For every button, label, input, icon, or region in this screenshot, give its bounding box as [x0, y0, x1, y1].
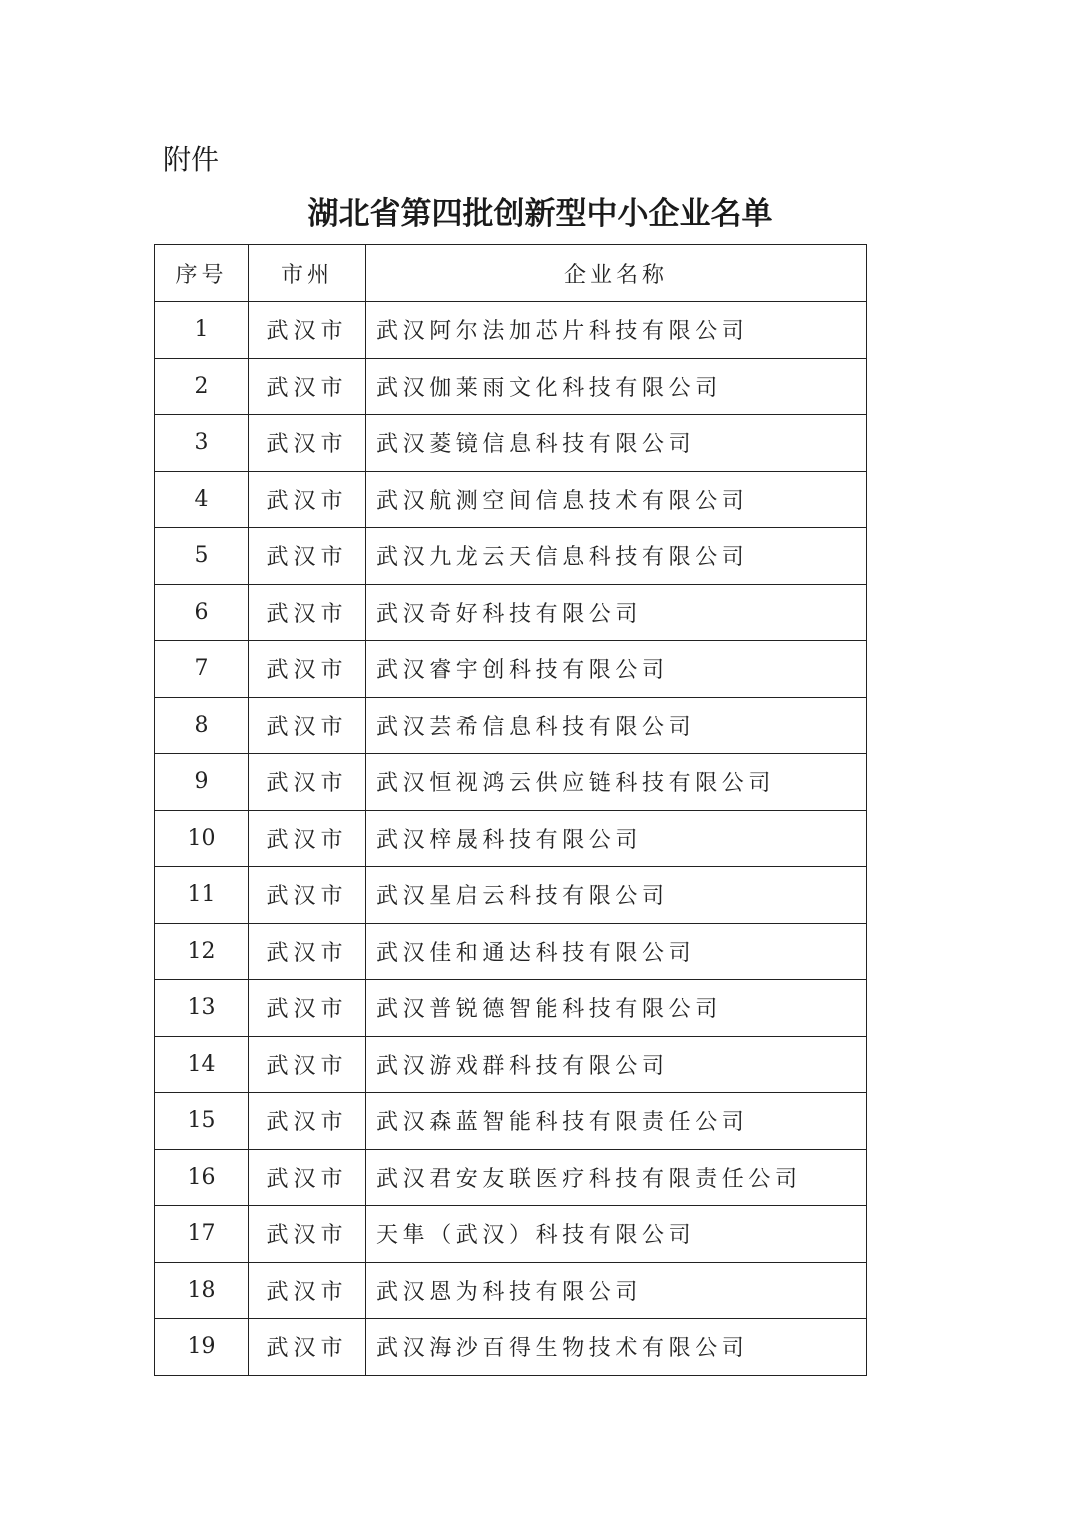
cell-company-name: 武汉普锐德智能科技有限公司: [366, 980, 867, 1037]
cell-company-name: 武汉伽莱雨文化科技有限公司: [366, 358, 867, 415]
table-row: [155, 810, 867, 867]
cell-company-name: 武汉君安友联医疗科技有限责任公司: [366, 1149, 867, 1206]
enterprise-table: [154, 244, 867, 1376]
table-row: [155, 358, 867, 415]
cell-seq: 11: [155, 867, 249, 924]
table-row: [155, 1149, 867, 1206]
table-row: [155, 754, 867, 811]
cell-seq: 12: [155, 923, 249, 980]
cell-seq: 2: [155, 358, 249, 415]
cell-seq: 9: [155, 754, 249, 811]
table-row: [155, 471, 867, 528]
cell-seq: 19: [155, 1319, 249, 1376]
table-body: [155, 302, 867, 1376]
cell-company-name: 武汉森蓝智能科技有限责任公司: [366, 1093, 867, 1150]
cell-seq: 4: [155, 471, 249, 528]
table-row: [155, 1319, 867, 1376]
cell-company-name: 武汉海沙百得生物技术有限公司: [366, 1319, 867, 1376]
cell-seq: 3: [155, 415, 249, 472]
cell-seq: 10: [155, 810, 249, 867]
cell-city: 武汉市: [249, 867, 366, 924]
cell-seq: 6: [155, 584, 249, 641]
cell-company-name: 武汉菱镜信息科技有限公司: [366, 415, 867, 472]
table-row: [155, 697, 867, 754]
table-row: [155, 528, 867, 585]
cell-seq: 7: [155, 641, 249, 698]
table-row: [155, 980, 867, 1037]
cell-city: 武汉市: [249, 1036, 366, 1093]
cell-city: 武汉市: [249, 1319, 366, 1376]
cell-seq: 14: [155, 1036, 249, 1093]
cell-company-name: 武汉航测空间信息技术有限公司: [366, 471, 867, 528]
cell-company-name: 武汉奇好科技有限公司: [366, 584, 867, 641]
attachment-label: 附件: [163, 143, 220, 176]
table-row: [155, 1093, 867, 1150]
cell-city: 武汉市: [249, 641, 366, 698]
cell-city: 武汉市: [249, 1093, 366, 1150]
cell-seq: 1: [155, 302, 249, 359]
cell-city: 武汉市: [249, 1206, 366, 1263]
cell-seq: 18: [155, 1262, 249, 1319]
table-row: [155, 1036, 867, 1093]
cell-company-name: 武汉佳和通达科技有限公司: [366, 923, 867, 980]
table-row: [155, 302, 867, 359]
cell-company-name: 武汉恩为科技有限公司: [366, 1262, 867, 1319]
cell-company-name: 武汉梓晟科技有限公司: [366, 810, 867, 867]
cell-city: 武汉市: [249, 810, 366, 867]
table-row: [155, 584, 867, 641]
cell-seq: 16: [155, 1149, 249, 1206]
table-header-row: [155, 245, 867, 302]
cell-city: 武汉市: [249, 1262, 366, 1319]
cell-seq: 17: [155, 1206, 249, 1263]
cell-seq: 13: [155, 980, 249, 1037]
cell-company-name: 武汉芸希信息科技有限公司: [366, 697, 867, 754]
table-row: [155, 641, 867, 698]
cell-city: 武汉市: [249, 980, 366, 1037]
cell-city: 武汉市: [249, 302, 366, 359]
table-row: [155, 1206, 867, 1263]
cell-company-name: 武汉睿宇创科技有限公司: [366, 641, 867, 698]
header-name: 企业名称: [366, 245, 867, 302]
cell-company-name: 武汉恒视鸿云供应链科技有限公司: [366, 754, 867, 811]
table-row: [155, 867, 867, 924]
header-seq: 序号: [155, 245, 249, 302]
document-title: 湖北省第四批创新型中小企业名单: [307, 196, 773, 232]
cell-city: 武汉市: [249, 584, 366, 641]
cell-company-name: 武汉阿尔法加芯片科技有限公司: [366, 302, 867, 359]
cell-seq: 15: [155, 1093, 249, 1150]
cell-company-name: 武汉游戏群科技有限公司: [366, 1036, 867, 1093]
cell-city: 武汉市: [249, 358, 366, 415]
cell-company-name: 武汉九龙云天信息科技有限公司: [366, 528, 867, 585]
cell-city: 武汉市: [249, 415, 366, 472]
cell-company-name: 天隼（武汉）科技有限公司: [366, 1206, 867, 1263]
table-row: [155, 1262, 867, 1319]
cell-company-name: 武汉星启云科技有限公司: [366, 867, 867, 924]
table-row: [155, 923, 867, 980]
cell-city: 武汉市: [249, 1149, 366, 1206]
cell-seq: 5: [155, 528, 249, 585]
cell-city: 武汉市: [249, 923, 366, 980]
table-row: [155, 415, 867, 472]
cell-city: 武汉市: [249, 528, 366, 585]
cell-city: 武汉市: [249, 697, 366, 754]
cell-seq: 8: [155, 697, 249, 754]
header-city: 市州: [249, 245, 366, 302]
cell-city: 武汉市: [249, 754, 366, 811]
cell-city: 武汉市: [249, 471, 366, 528]
